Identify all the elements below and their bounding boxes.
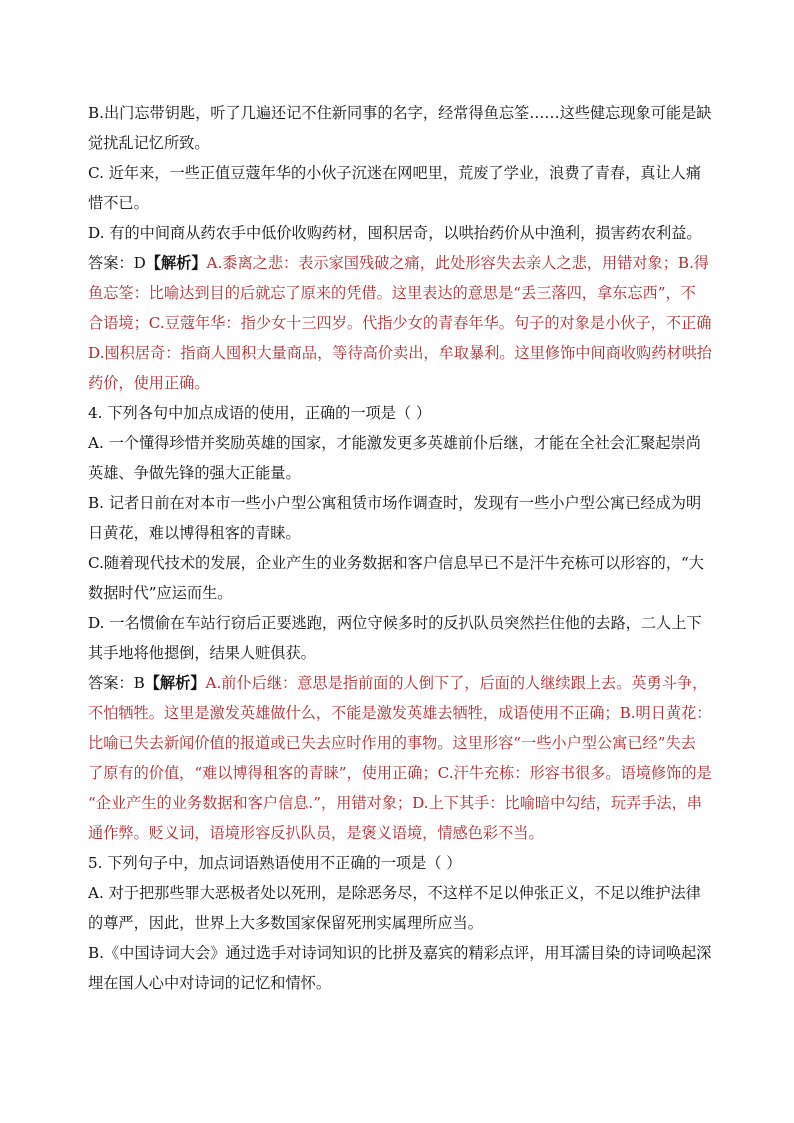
explanation-line: “企业产生的业务数据和客户信息.”，用错对象；D.上下其手：比喻暗中勾结，玩弄手法，串: [88, 794, 702, 812]
answer-lead: [88, 674, 205, 692]
q5-option-b: [88, 938, 728, 998]
analysis-tag: 【解析】: [144, 674, 206, 692]
q4-answer-explanation: [88, 668, 728, 848]
q4-option-a: [88, 428, 728, 488]
text-line: 数据时代”应运而生。: [88, 584, 233, 602]
q4-option-d: [88, 608, 728, 668]
text-line: C.随着现代技术的发展，企业产生的业务数据和客户信息早已不是汗牛充栋可以形容的，“大: [88, 554, 704, 572]
answer-first-line: [88, 668, 728, 698]
q3-option-c: [88, 158, 728, 218]
explanation-line: 鱼忘筌：比喻达到目的后就忘了原来的凭借。这里表达的意思是“丢三落四，拿东忘西”，不: [88, 284, 696, 302]
q5-option-a: [88, 878, 728, 938]
text-line: B.出门忘带钥匙，听了几遍还记不住新同事的名字，经常得鱼忘筌……这些健忘现象可能是缺: [88, 104, 712, 122]
text-line: 英雄、争做先锋的强大正能量。: [88, 464, 301, 482]
text-line: D. 有的中间商从药农手中低价收购药材，囤积居奇，以哄抬药价从中渔利，损害药农利益。: [88, 224, 702, 242]
q3-answer-explanation: [88, 248, 728, 398]
explanation-line: 了原有的价值，“难以博得租客的青睐”，使用正确；C.汗牛充栋：形容书很多。语境修饰的是: [88, 764, 712, 782]
text-line: 日黄花，难以博得租客的青睐。: [88, 524, 301, 542]
text-line: C. 近年来，一些正值豆蔻年华的小伙子沉迷在网吧里，荒废了学业，浪费了青春，真让人痛: [88, 164, 702, 182]
explanation-line: 药价，使用正确。: [88, 374, 210, 392]
document-page: [88, 98, 728, 998]
explanation-line: 不怕牺牲。这里是激发英雄做什么，不能是激发英雄去牺牲，成语使用不正确；B.明日黄花：: [88, 704, 712, 722]
answer-lead: [88, 254, 207, 272]
text-line: 的尊严，因此，世界上大多数国家保留死刑实属理所应当。: [88, 914, 483, 932]
q4-option-b: [88, 488, 728, 548]
text-line: 埋在国人心中对诗词的记忆和情怀。: [88, 974, 331, 992]
answer-label: 答案：B: [88, 674, 145, 692]
analysis-tag: 【解析】: [145, 254, 207, 272]
explanation-text: A.黍离之悲：表示家国残破之痛，此处形容失去亲人之悲，用错对象；B.得: [206, 254, 710, 272]
answer-label: 答案：D: [88, 254, 146, 272]
text-line: 惜不已。: [88, 194, 149, 212]
explanation-line: D.囤积居奇：指商人囤积大量商品，等待高价卖出，牟取暴利。这里修饰中间商收购药材哄抬: [88, 344, 712, 362]
explanation-line: 比喻已失去新闻价值的报道或已失去应时作用的事物。这里形容“一些小户型公寓已经”失去: [88, 734, 696, 752]
q4-option-c: [88, 548, 728, 608]
text-line: A. 一个懂得珍惜并奖励英雄的国家，才能激发更多英雄前仆后继，才能在全社会汇聚起崇尚: [88, 434, 701, 452]
text-line: 其手地将他摁倒，结果人赃俱获。: [88, 644, 316, 662]
answer-first-line: [88, 248, 728, 278]
q4-stem: 4. 下列各句中加点成语的使用，正确的一项是（ ）: [88, 404, 432, 422]
text-line: B.《中国诗词大会》通过选手对诗词知识的比拼及嘉宾的精彩点评，用耳濡目染的诗词唤起深: [88, 944, 712, 962]
explanation-line: 通作弊。贬义词，语境形容反扒队员，是褒义语境，情感色彩不当。: [88, 824, 544, 842]
q3-option-b: [88, 98, 728, 158]
text-line: 觉扰乱记忆所致。: [88, 134, 210, 152]
q5-stem: 5. 下列句子中，加点词语熟语使用不正确的一项是（ ）: [88, 854, 462, 872]
q3-option-d: [88, 218, 728, 248]
text-line: A. 对于把那些罪大恶极者处以死刑，是除恶务尽，不这样不足以伸张正义，不足以维护法律: [88, 884, 701, 902]
explanation-line: 合语境；C.豆蔻年华：指少女十三四岁。代指少女的青春年华。句子的对象是小伙子，不正确: [88, 314, 712, 332]
text-line: D. 一名惯偷在车站行窃后正要逃跑，两位守候多时的反扒队员突然拦住他的去路，二人上下: [88, 614, 702, 632]
text-line: B. 记者日前在对本市一些小户型公寓租赁市场作调查时，发现有一些小户型公寓已经成为明: [88, 494, 702, 512]
explanation-text: A.前仆后继：意思是指前面的人倒下了，后面的人继续跟上去。英勇斗争，: [205, 674, 708, 692]
